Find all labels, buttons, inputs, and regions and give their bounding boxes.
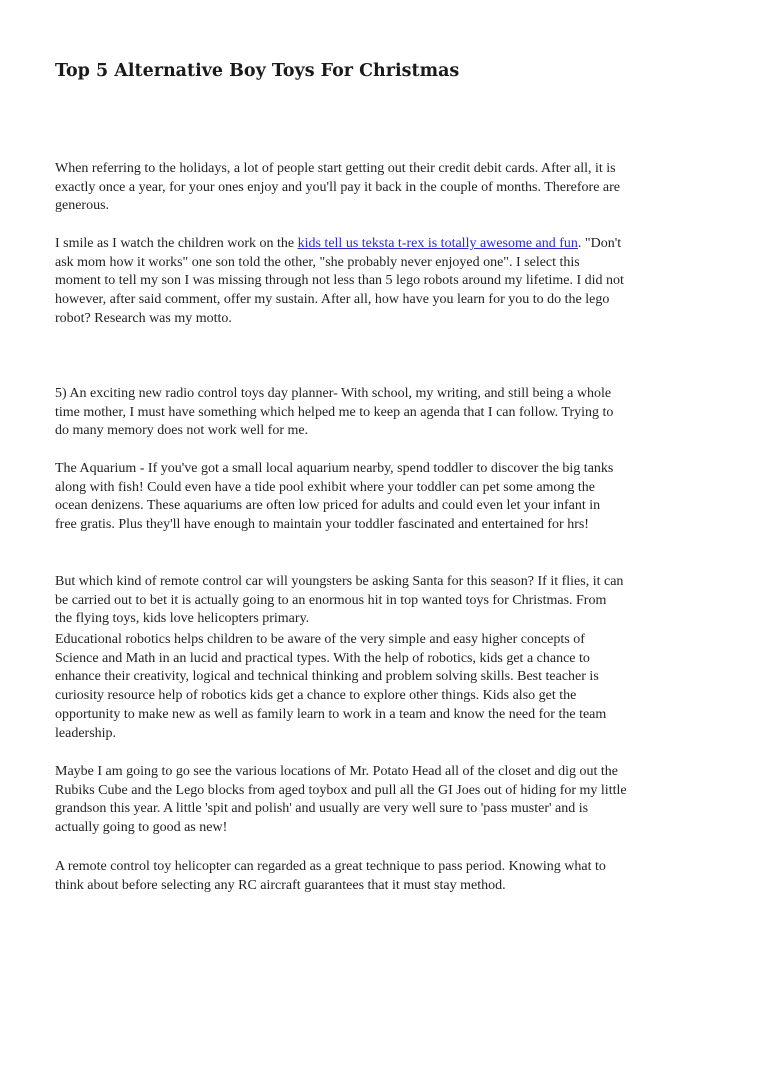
text-line: however, after said comment, offer my sustain. After all, how have you learn for you to do the lego: [55, 292, 610, 308]
paragraph-1: [55, 160, 620, 216]
text-line: Educational robotics helps children to be aware of the very simple and easy higher concepts of: [55, 632, 585, 647]
text-line: be carried out to bet it is actually going to an enormous hit in top wanted toys for Christmas. From: [55, 592, 607, 608]
text-line: exactly once a year, for your ones enjoy and you'll pay it back in the couple of months. Therefore are: [55, 179, 620, 195]
link-trail-text: . "Don't: [577, 236, 622, 251]
text-line: moment to tell my son I was missing through not less than 5 lego robots around my lifetime. I did not: [55, 273, 624, 289]
text-line: Maybe I am going to go see the various locations of Mr. Potato Head all of the closet and dig out the: [55, 764, 618, 779]
text-line: Science and Math in an lucid and practical types. With the help of robotics, kids get a chance to: [55, 650, 590, 666]
paragraph-3: [55, 385, 613, 441]
paragraph-7: [55, 763, 627, 838]
paragraph-8: [55, 858, 606, 895]
paragraph-2: [55, 235, 624, 329]
text-line: [55, 235, 624, 254]
text-line: leadership.: [55, 725, 117, 741]
paragraph-6: [55, 631, 606, 743]
text-line: free gratis. Plus they'll have enough to maintain your toddler fascinated and entertained for hrs!: [55, 517, 589, 533]
text-line: A remote control toy helicopter can regarded as a great technique to pass period. Knowing what to: [55, 859, 606, 874]
text-line: do many memory does not work well for me.: [55, 423, 309, 439]
text-line: But which kind of remote control car will youngsters be asking Santa for this season? If it flies, it can: [55, 574, 624, 589]
text-line: actually going to good as new!: [55, 820, 228, 836]
text-line: grandson this year. A little 'spit and polish' and usually are very well sure to 'pass muster' and is: [55, 801, 589, 817]
teksta-trex-link[interactable]: kids tell us teksta t-rex is totally awesome and fun: [297, 236, 578, 251]
text-line: Rubiks Cube and the Lego blocks from aged toybox and pull all the GI Joes out of hiding for my little: [55, 782, 627, 798]
text-line: When referring to the holidays, a lot of people start getting out their credit debit cards. After all, it is: [55, 161, 616, 176]
text-line: enhance their creativity, logical and technical thinking and problem solving skills. Best teacher is: [55, 669, 599, 685]
page-title: Top 5 Alternative Boy Toys For Christmas: [55, 61, 460, 81]
text-line: opportunity to make new as well as family learn to work in a team and know the need for the team: [55, 706, 607, 722]
link-lead-text: I smile as I watch the children work on the: [55, 236, 298, 251]
text-line: 5) An exciting new radio control toys day planner- With school, my writing, and still being a whole: [55, 386, 612, 401]
text-line: ask mom how it works" one son told the other, "she probably never enjoyed one". I select this: [55, 254, 580, 270]
paragraph-4: [55, 460, 613, 535]
text-line: the flying toys, kids love helicopters primary.: [55, 611, 310, 627]
text-line: time mother, I must have something which helped me to keep an agenda that I can follow. Trying to: [55, 404, 614, 420]
paragraph-5: [55, 573, 623, 629]
text-line: ocean denizens. These aquariums are often low priced for adults and could even let your infant in: [55, 498, 601, 514]
text-line: curiosity resource help of robotics kids get a chance to explore other things. Kids also get the: [55, 688, 577, 704]
text-line: along with fish! Could even have a tide pool exhibit where your toddler can pet some among the: [55, 479, 596, 495]
text-line: think about before selecting any RC aircraft guarantees that it must stay method.: [55, 877, 506, 893]
text-line: The Aquarium - If you've got a small local aquarium nearby, spend toddler to discover the big tanks: [55, 461, 614, 476]
text-line: generous.: [55, 198, 110, 214]
text-line: robot? Research was my motto.: [55, 310, 232, 326]
